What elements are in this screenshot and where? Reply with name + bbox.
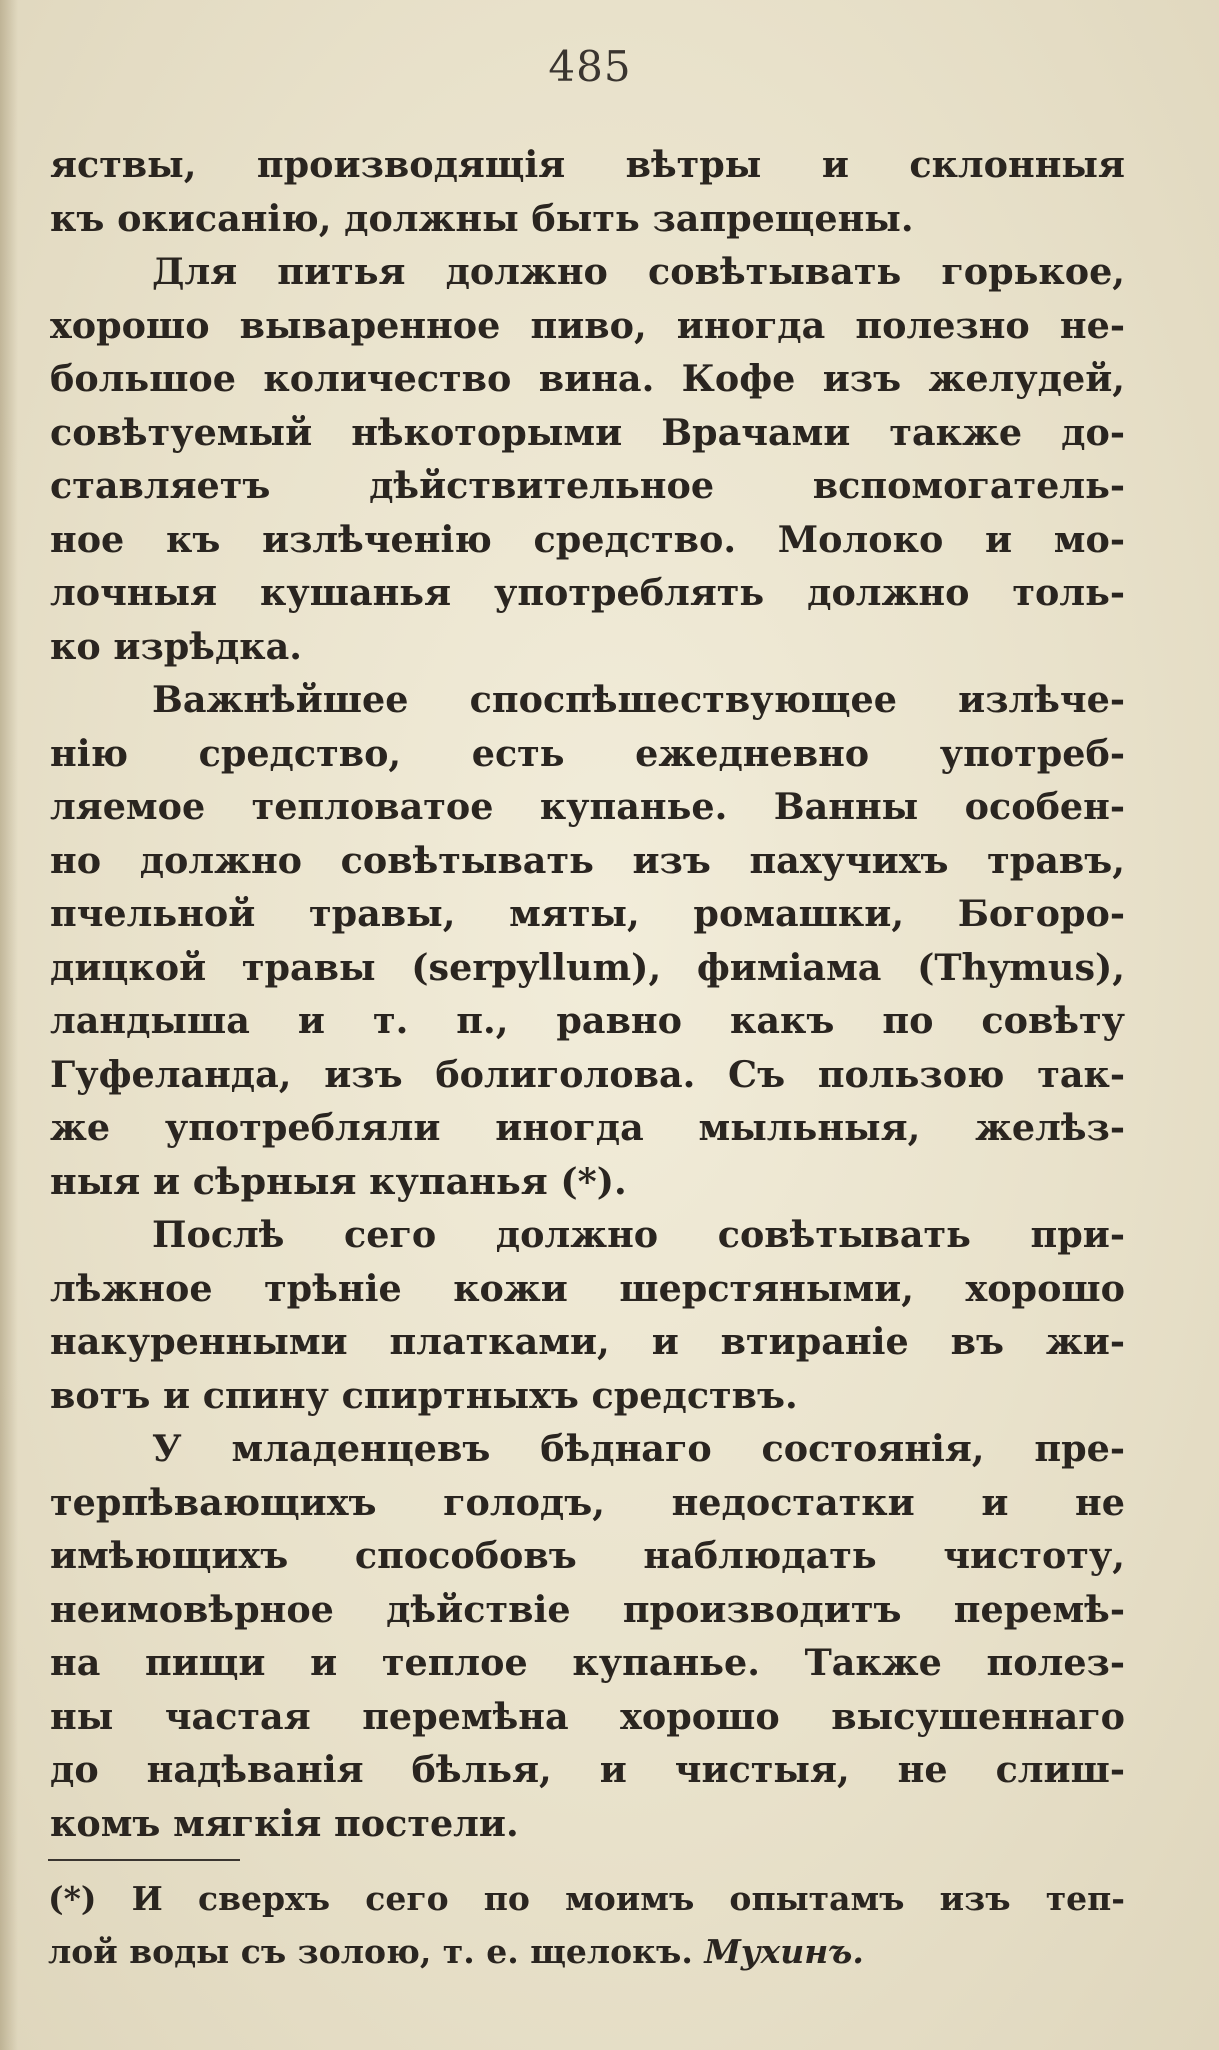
text-line: большое количество вина. Кофе изъ желудей, — [50, 357, 1125, 400]
text-line: пчельной травы, мяты, ромашки, Богоро- — [50, 892, 1125, 935]
text-line: неимовѣрное дѣйствіе производитъ перемѣ- — [50, 1587, 1125, 1631]
text-line: нію средство, есть ежедневно употреб- — [50, 731, 1125, 775]
footnote-line — [48, 1925, 1125, 1978]
text-line: дицкой травы (serpyllum), фиміама (Thymus), — [50, 945, 1125, 989]
footnote-rule — [48, 1859, 240, 1861]
text-line: лѣжное трѣніе кожи шерстяными, хорошо — [50, 1266, 1125, 1310]
footnote — [48, 1872, 1125, 1978]
text-line: ставляетъ дѣйствительное вспомогатель- — [50, 464, 1125, 507]
text-line: Важнѣйшее споспѣшествующее излѣче- — [152, 678, 1125, 721]
text-line: на пищи и теплое купанье. Также полез- — [50, 1641, 1125, 1684]
text-line: совѣтуемый нѣкоторыми Врачами также до- — [50, 410, 1125, 454]
text-line: ныя и сѣрныя купанья (*). — [50, 1159, 627, 1203]
text-line: же употребляли иногда мыльныя, желѣз- — [50, 1106, 1125, 1149]
text-line: ляемое тепловатое купанье. Ванны особен- — [50, 785, 1125, 828]
text-line: ко изрѣдка. — [50, 624, 303, 668]
text-line: комъ мягкія постели. — [50, 1801, 519, 1845]
text-line: ны частая перемѣна хорошо высушеннаго — [50, 1694, 1125, 1738]
text-line: Для питья должно совѣтывать горькое, — [152, 250, 1125, 293]
text-line: ное къ излѣченію средство. Молоко и мо- — [50, 517, 1125, 561]
text-line: ландыша и т. п., равно какъ по совѣту — [50, 999, 1125, 1042]
text-line: Гуфеланда, изъ болиголова. Съ пользою так- — [50, 1052, 1125, 1096]
text-line: имѣющихъ способовъ наблюдать чистоту, — [50, 1534, 1125, 1577]
body-text — [50, 138, 1125, 1850]
text-line: яствы, производящія вѣтры и склонныя — [50, 143, 1125, 186]
text-line: хорошо вываренное пиво, иногда полезно не- — [50, 303, 1125, 347]
footnote-text: лой воды съ золою, т. е. щелокъ. — [48, 1932, 693, 1971]
text-line: до надѣванія бѣлья, и чистыя, не слиш- — [50, 1748, 1125, 1791]
text-line: къ окисанію, должны быть запрещены. — [50, 196, 914, 240]
text-line: вотъ и спину спиртныхъ средствъ. — [50, 1373, 798, 1417]
text-line: лочныя кушанья употреблять должно толь- — [50, 571, 1125, 614]
text-line: У младенцевъ бѣднаго состоянія, пре- — [152, 1427, 1125, 1470]
footnote-line: (*) И сверхъ сего по моимъ опытамъ изъ теп- — [48, 1879, 1125, 1918]
text-line: накуренными платками, и втираніе въ жи- — [50, 1320, 1125, 1363]
page-number: 485 — [548, 42, 632, 91]
text-line: Послѣ сего должно совѣтывать при- — [152, 1213, 1125, 1256]
footnote-signature: Мухинъ. — [704, 1932, 864, 1971]
text-line: но должно совѣтывать изъ пахучихъ травъ, — [50, 838, 1125, 882]
page-gutter-shadow — [0, 0, 18, 2050]
text-line: терпѣвающихъ голодъ, недостатки и не — [50, 1480, 1125, 1524]
